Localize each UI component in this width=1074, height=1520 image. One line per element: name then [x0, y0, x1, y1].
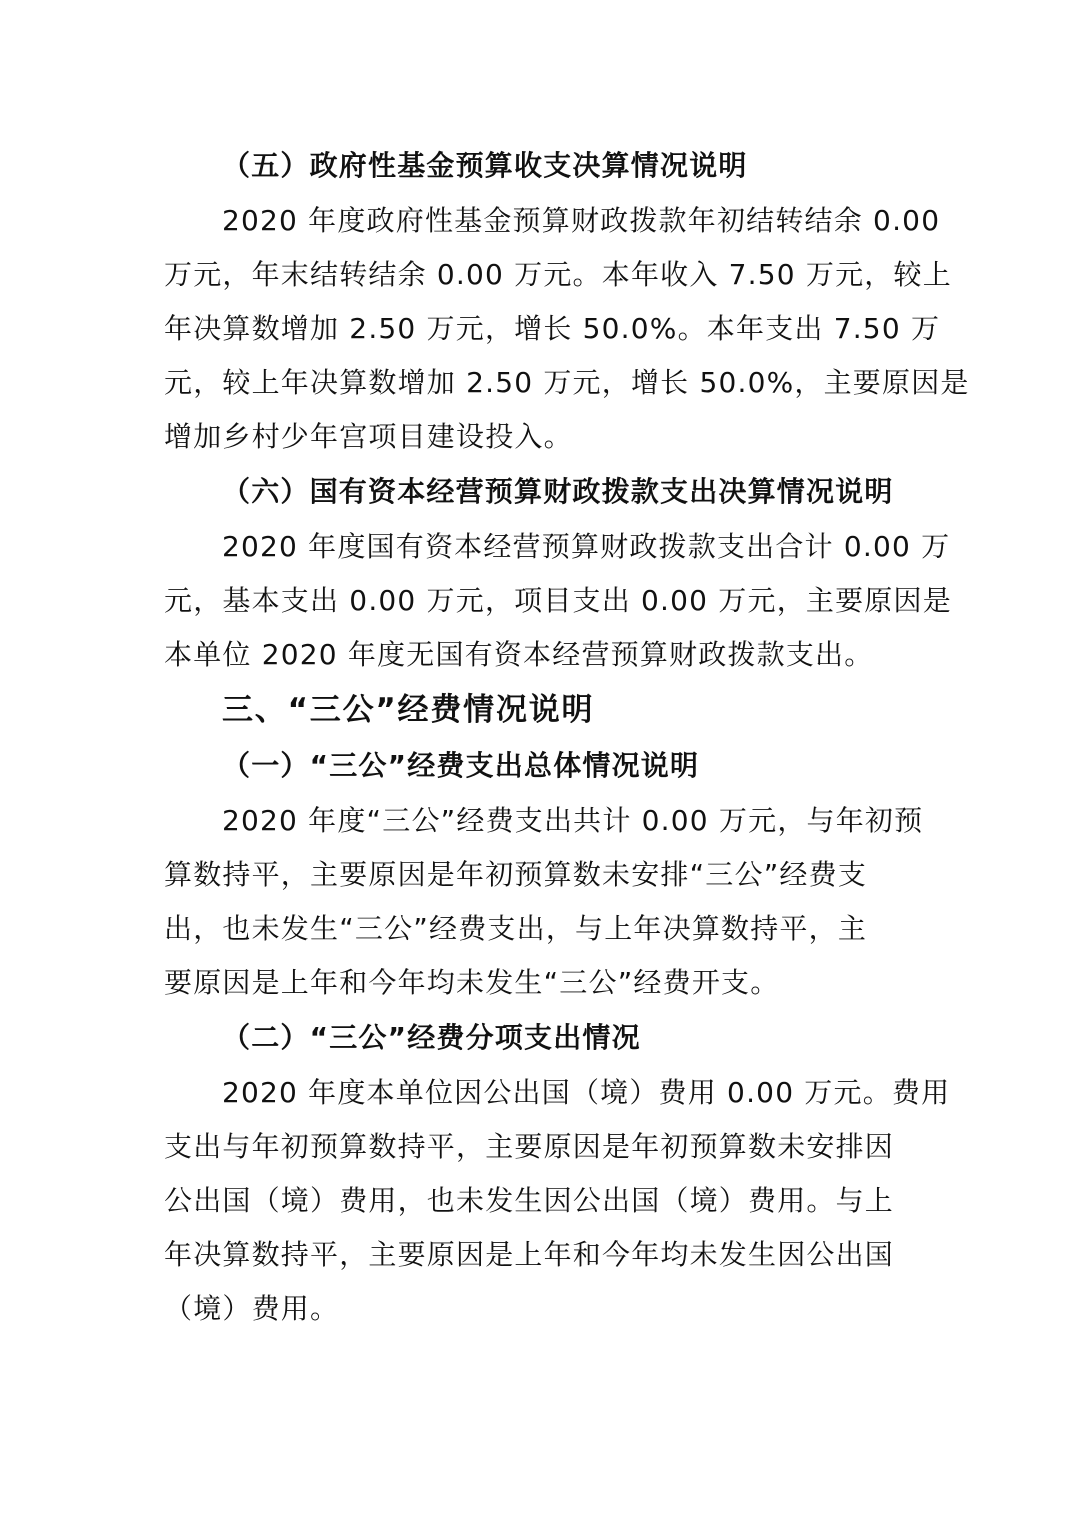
- paragraph-line: （境）费用。: [164, 1292, 340, 1325]
- paragraph-government-fund: [164, 194, 970, 464]
- paragraph-line: 2020 年度本单位因公出国（境）费用 0.00 万元。费用: [222, 1076, 951, 1109]
- paragraph-line: 2020 年度政府性基金预算财政拨款年初结转结余 0.00: [222, 204, 941, 237]
- paragraph-line: 要原因是上年和今年均未发生“三公”经费开支。: [164, 966, 780, 999]
- paragraph-line: 2020 年度国有资本经营预算财政拨款支出合计 0.00 万: [222, 530, 951, 563]
- paragraph-line: 年决算数增加 2.50 万元，增长 50.0%。本年支出 7.50 万: [164, 312, 941, 345]
- paragraph-line: 年决算数持平，主要原因是上年和今年均未发生因公出国: [164, 1238, 895, 1271]
- document-body: [164, 138, 970, 1336]
- paragraph-three-public-itemized: [164, 1066, 951, 1336]
- section-heading-6: （六）国有资本经营预算财政拨款支出决算情况说明: [222, 475, 894, 508]
- paragraph-line: 公出国（境）费用，也未发生因公出国（境）费用。与上: [164, 1184, 895, 1217]
- paragraph-line: 2020 年度“三公”经费支出共计 0.00 万元，与年初预: [222, 804, 924, 837]
- paragraph-line: 出，也未发生“三公”经费支出，与上年决算数持平，主: [164, 912, 868, 945]
- paragraph-line: 万元，年末结转结余 0.00 万元。本年收入 7.50 万元，较上: [164, 258, 952, 291]
- section-heading-2: （二）“三公”经费分项支出情况: [222, 1021, 641, 1054]
- paragraph-state-capital: [164, 520, 952, 682]
- paragraph-line: 本单位 2020 年度无国有资本经营预算财政拨款支出。: [164, 638, 874, 671]
- chapter-heading-three: 三、“三公”经费情况说明: [222, 692, 595, 728]
- section-heading-1: （一）“三公”经费支出总体情况说明: [222, 749, 700, 782]
- paragraph-line: 增加乡村少年宫项目建设投入。: [164, 420, 573, 453]
- section-heading-5: （五）政府性基金预算收支决算情况说明: [222, 149, 748, 182]
- paragraph-line: 元，基本支出 0.00 万元，项目支出 0.00 万元，主要原因是: [164, 584, 952, 617]
- paragraph-line: 支出与年初预算数持平，主要原因是年初预算数未安排因: [164, 1130, 895, 1163]
- paragraph-line: 元，较上年决算数增加 2.50 万元，增长 50.0%，主要原因是: [164, 366, 970, 399]
- paragraph-line: 算数持平，主要原因是年初预算数未安排“三公”经费支: [164, 858, 868, 891]
- paragraph-three-public-overall: [164, 794, 924, 1010]
